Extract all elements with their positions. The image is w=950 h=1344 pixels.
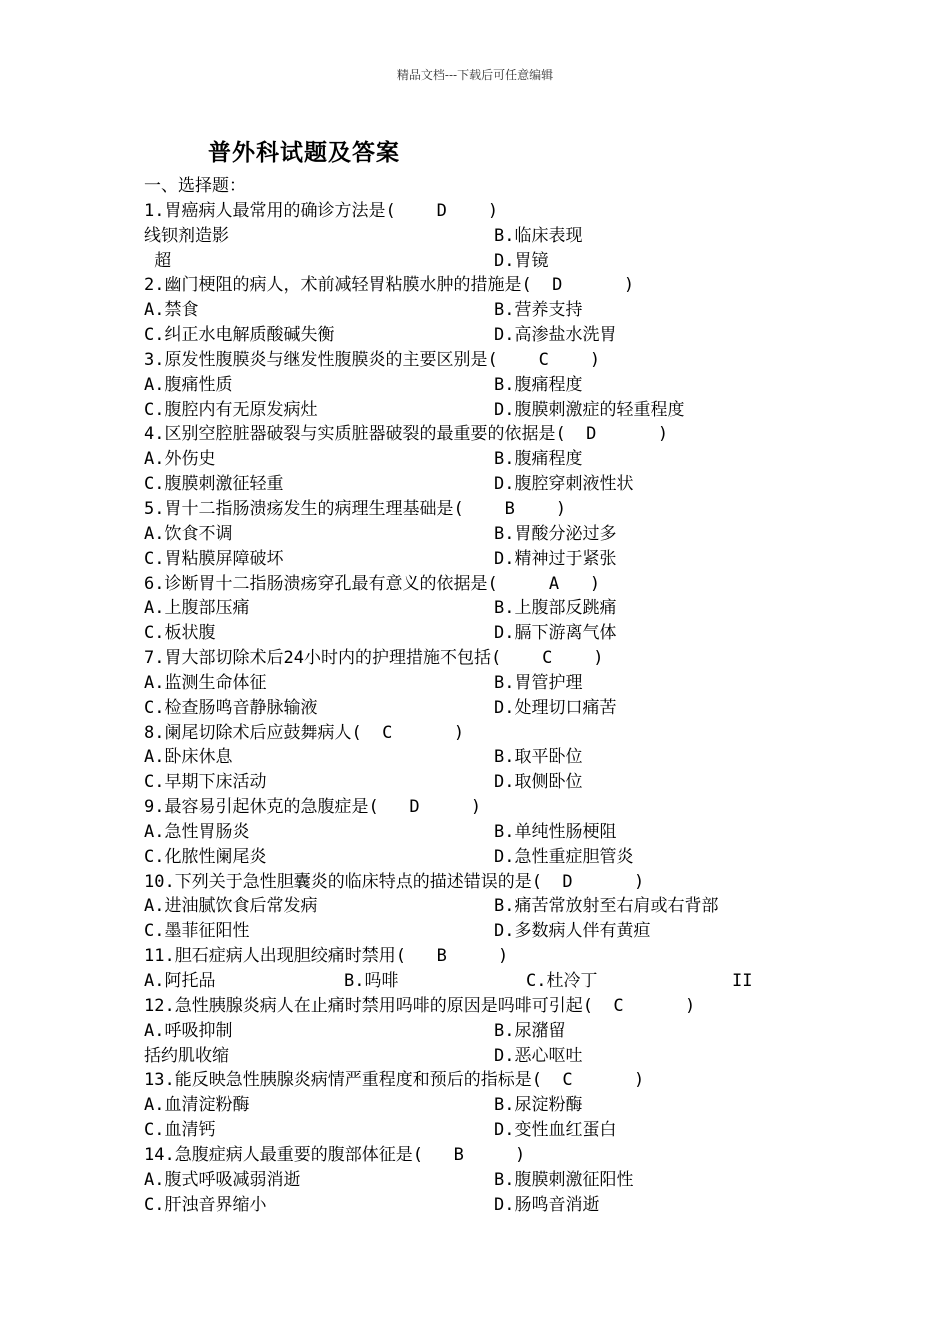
option-right: B.上腹部反跳痛 <box>494 598 617 619</box>
option-row <box>144 323 784 348</box>
option-right: B.营养支持 <box>494 300 583 321</box>
question-stem: 6.诊断胃十二指肠溃疡穿孔最有意义的依据是( A ) <box>144 573 601 594</box>
option-right: D.高渗盐水洗胃 <box>494 325 617 346</box>
question-1 <box>144 199 784 274</box>
question-13 <box>144 1068 784 1143</box>
option-row <box>144 373 784 398</box>
option-row <box>144 919 784 944</box>
question-stem: 12.急性胰腺炎病人在止痛时禁用吗啡的原因是吗啡可引起( C ) <box>144 995 696 1016</box>
option-row <box>144 447 784 472</box>
option-row <box>144 522 784 547</box>
option-left: C.检查肠鸣音静脉输液 <box>144 697 318 718</box>
question-11 <box>144 944 784 994</box>
page-header: 精品文档---下载后可任意编辑 <box>396 68 554 82</box>
option-right: D.急性重症胆管炎 <box>494 846 634 867</box>
question-stem: 10.下列关于急性胆囊炎的临床特点的描述错误的是( D ) <box>144 871 645 892</box>
option-left: C.墨菲征阳性 <box>144 921 250 942</box>
question-14 <box>144 1143 784 1218</box>
option-right: D.腹腔穿刺液性状 <box>494 474 634 495</box>
option-right: B.腹痛程度 <box>494 449 583 470</box>
question-stem: 13.能反映急性胰腺炎病情严重程度和预后的指标是( C ) <box>144 1070 645 1091</box>
option-right: B.单纯性肠梗阻 <box>494 821 617 842</box>
question-stem: 7.胃大部切除术后24小时内的护理措施不包括( C ) <box>144 648 604 669</box>
option-left: A.禁食 <box>144 300 199 321</box>
question-7 <box>144 646 784 721</box>
option-left: A.外伤史 <box>144 449 216 470</box>
option-right: D.恶心呕吐 <box>494 1045 583 1066</box>
option-left: C.腹膜刺激征轻重 <box>144 474 284 495</box>
option-left: C.板状腹 <box>144 623 216 644</box>
option-left: A.进油腻饮食后常发病 <box>144 896 318 917</box>
question-stem: 5.胃十二指肠溃疡发生的病理生理基础是( B ) <box>144 498 567 519</box>
question-6 <box>144 572 784 647</box>
option-row <box>144 249 784 274</box>
option-row <box>144 671 784 696</box>
question-10 <box>144 870 784 945</box>
option-row <box>144 845 784 870</box>
option-right: B.腹痛程度 <box>494 374 583 395</box>
option-right: B.痛苦常放射至右肩或右背部 <box>494 896 719 917</box>
option-left: 括约肌收缩 <box>144 1045 229 1066</box>
question-stem: 9.最容易引起休克的急腹症是( D ) <box>144 797 482 818</box>
option-left: A.腹痛性质 <box>144 374 233 395</box>
option-row <box>144 472 784 497</box>
option-row <box>144 1019 784 1044</box>
option-row <box>144 1118 784 1143</box>
option-row <box>144 969 784 994</box>
option-right: B.临床表现 <box>494 225 583 246</box>
question-stem: 11.胆石症病人出现胆绞痛时禁用( B ) <box>144 946 509 967</box>
option-left: A.饮食不调 <box>144 523 233 544</box>
option-right: D.肠鸣音消逝 <box>494 1194 600 1215</box>
option-row <box>144 596 784 621</box>
question-8 <box>144 721 784 796</box>
option-left: A.腹式呼吸减弱消逝 <box>144 1169 301 1190</box>
option-left: A.上腹部压痛 <box>144 598 250 619</box>
option-left: A.呼吸抑制 <box>144 1020 233 1041</box>
option-left: A.急性胃肠炎 <box>144 821 250 842</box>
option-right: D.精神过于紧张 <box>494 548 617 569</box>
option-left: C.纠正水电解质酸碱失衡 <box>144 325 335 346</box>
question-4 <box>144 422 784 497</box>
option-right: D.胃镜 <box>494 250 549 271</box>
question-stem: 14.急腹症病人最重要的腹部体征是( B ) <box>144 1144 526 1165</box>
option-left: 线钡剂造影 <box>144 225 229 246</box>
question-3 <box>144 348 784 423</box>
document-title: 普外科试题及答案 <box>208 140 400 166</box>
option-right: B.取平卧位 <box>494 747 583 768</box>
option-d-fragment: II <box>732 971 753 991</box>
option-row <box>144 1193 784 1218</box>
option-row <box>144 696 784 721</box>
option-row <box>144 621 784 646</box>
option-right: B.尿淀粉酶 <box>494 1095 583 1116</box>
option-left: 超 <box>144 250 172 271</box>
option-row <box>144 894 784 919</box>
option-right: D.膈下游离气体 <box>494 623 617 644</box>
option-c: C.杜冷丁 <box>526 971 598 991</box>
question-2 <box>144 273 784 348</box>
option-right: B.尿潴留 <box>494 1020 566 1041</box>
option-left: C.胃粘膜屏障破坏 <box>144 548 284 569</box>
option-a: A.阿托品 <box>144 971 216 991</box>
option-left: A.血清淀粉酶 <box>144 1095 250 1116</box>
option-right: D.多数病人伴有黄疸 <box>494 921 651 942</box>
option-row <box>144 224 784 249</box>
option-left: C.早期下床活动 <box>144 772 267 793</box>
option-right: D.处理切口痛苦 <box>494 697 617 718</box>
option-left: A.卧床休息 <box>144 747 233 768</box>
question-12 <box>144 994 784 1069</box>
option-right: B.胃管护理 <box>494 672 583 693</box>
option-row <box>144 820 784 845</box>
option-right: D.取侧卧位 <box>494 772 583 793</box>
option-left: C.肝浊音界缩小 <box>144 1194 267 1215</box>
question-stem: 2.幽门梗阻的病人，术前减轻胃粘膜水肿的措施是( D ) <box>144 275 635 296</box>
question-9 <box>144 795 784 870</box>
option-row <box>144 770 784 795</box>
question-5 <box>144 497 784 572</box>
option-row <box>144 298 784 323</box>
option-row <box>144 1093 784 1118</box>
option-row <box>144 1044 784 1069</box>
option-left: C.血清钙 <box>144 1120 216 1141</box>
option-right: D.变性血红蛋白 <box>494 1120 617 1141</box>
option-left: A.监测生命体征 <box>144 672 267 693</box>
option-right: B.胃酸分泌过多 <box>494 523 617 544</box>
option-b: B.吗啡 <box>344 971 399 991</box>
option-right: B.腹膜刺激征阳性 <box>494 1169 634 1190</box>
question-list <box>144 174 784 1217</box>
option-right: D.腹膜刺激症的轻重程度 <box>494 399 685 420</box>
option-row <box>144 1168 784 1193</box>
question-stem: 8.阑尾切除术后应鼓舞病人( C ) <box>144 722 465 743</box>
question-stem: 4.区别空腔脏器破裂与实质脏器破裂的最重要的依据是( D ) <box>144 424 669 445</box>
option-row <box>144 398 784 423</box>
section-heading: 一、选择题： <box>144 176 246 196</box>
option-row <box>144 547 784 572</box>
option-left: C.腹腔内有无原发病灶 <box>144 399 318 420</box>
option-row <box>144 745 784 770</box>
question-stem: 1.胃癌病人最常用的确诊方法是( D ) <box>144 200 499 221</box>
question-stem: 3.原发性腹膜炎与继发性腹膜炎的主要区别是( C ) <box>144 349 601 370</box>
option-left: C.化脓性阑尾炎 <box>144 846 267 867</box>
